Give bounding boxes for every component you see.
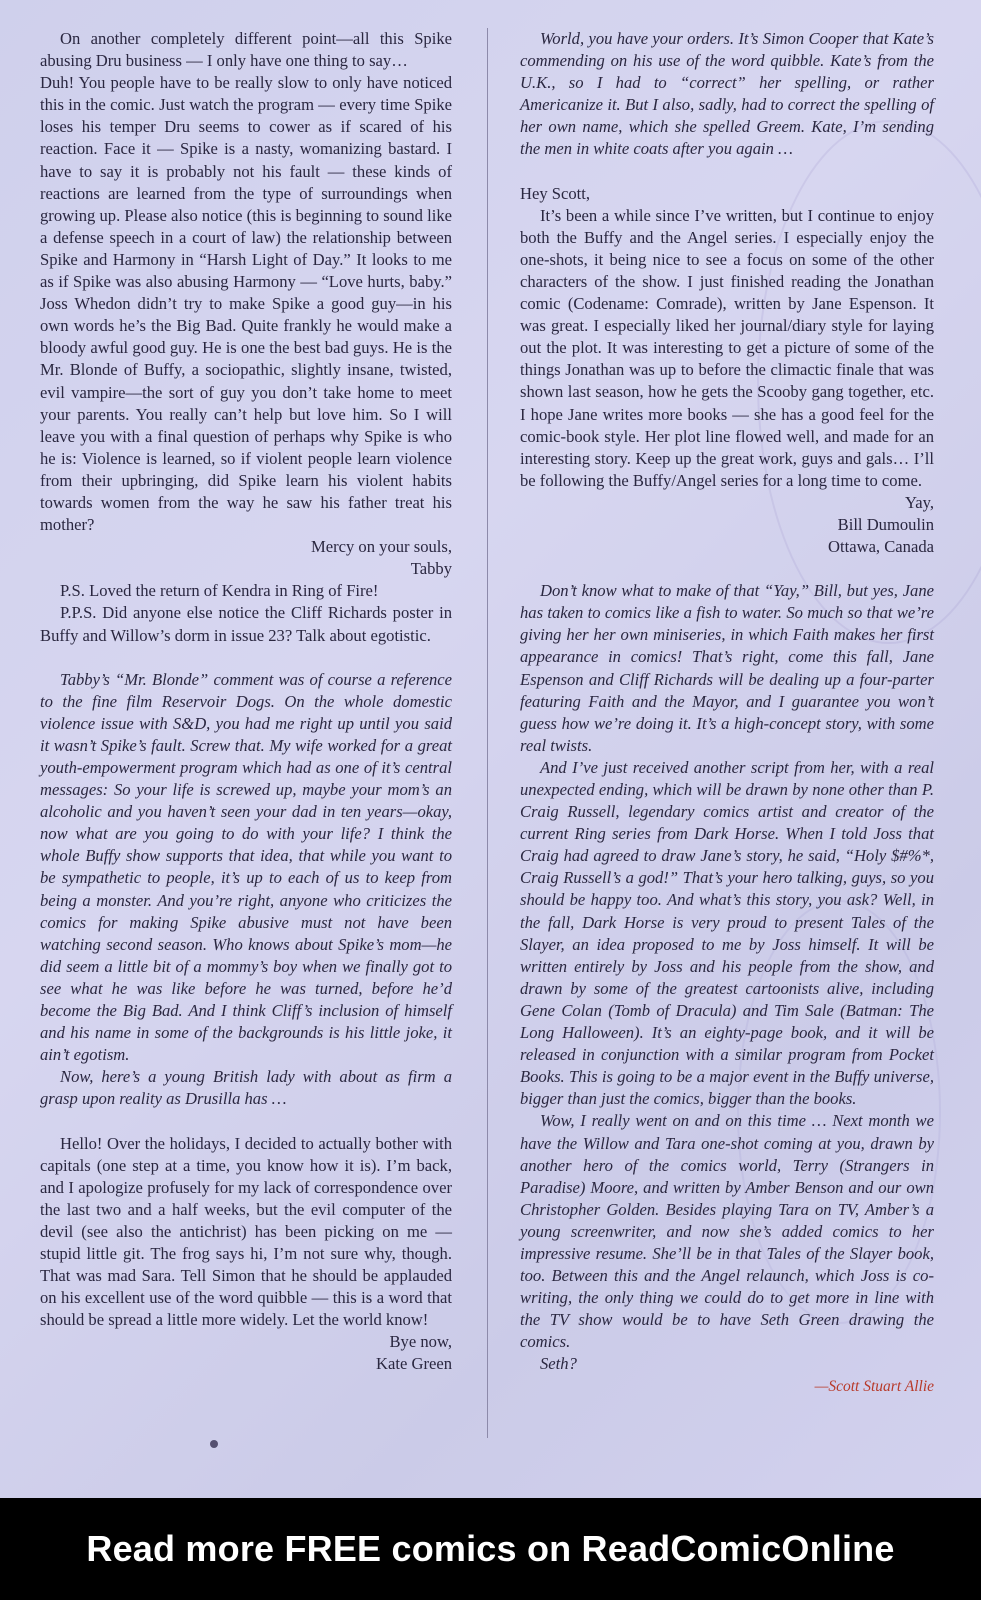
promo-banner-text[interactable]: Read more FREE comics on ReadComicOnline: [86, 1528, 895, 1569]
editor-credit: —Scott Stuart Allie: [814, 1377, 934, 1395]
letter-paragraph: Hello! Over the holidays, I decided to actually bother with capitals (one step at a time, you know how it is). I’m back, and I apologize profusely for my lack of correspondence over the last two and a half weeks, but the evil computer of the devil (see also the antichrist) has been picking on me — stupid little git. The frog says hi, I’m not sure why, though. That was mad Sara. Tell Simon that he should be applauded on his excellent use of the word quibble — this is a word that should be spread a little more widely. Let the world know!: [40, 1133, 452, 1330]
letter-signature: Bill Dumoulin: [837, 514, 934, 534]
left-column: [40, 28, 452, 1376]
editor-reply: World, you have your orders. It’s Simon Cooper that Kate’s commending on his use of the word quibble. Kate’s from the U.K., so I had to “correct” her spelling, or rather Americanize it. But I also, sadly, had to correct the spelling of her own name, which she spelled Greem. Kate, I’m sending the men in white coats after you again …: [520, 29, 934, 159]
editor-reply: Seth?: [540, 1354, 577, 1374]
letter-location: Ottawa, Canada: [828, 537, 934, 557]
promo-banner[interactable]: [0, 1498, 981, 1600]
decorative-dot: [210, 1440, 218, 1448]
editor-reply: Tabby’s “Mr. Blonde” comment was of course a reference to the fine film Reservoir Dogs. On the whole domestic violence issue with S&D, you had me right up until you said it wasn’t Spike’s fault. Screw that. My wife worked for a great youth-empowerment program which had as one of it’s central messages: So your life is screwed up, maybe your mom’s an alcoholic and you haven’t seen your dad in ten years—okay, now what are you going to do with your life? I think the whole Buffy show supports that idea, that while you want to be sympathetic to people, it’s up to each of us to keep from being a monster. And you’re right, anyone who criticizes the comics for making Spike abusive must not have been watching second season. Who knows about Spike’s mom—he did seem a little bit of a mommy’s boy when we finally got to see what he was like before he was turned, before he’d become the Big Bad. And I think Cliff’s inclusion of himself and his name in some of the backgrounds is his little joke, it ain’t egotism.: [40, 669, 452, 1065]
postscript: P.S. Loved the return of Kendra in Ring of Fire!: [60, 581, 379, 601]
letter-signature: Tabby: [410, 559, 452, 579]
letter-closing: Yay,: [904, 492, 934, 512]
postscript: P.P.S. Did anyone else notice the Cliff Richards poster in Buffy and Willow’s dorm in issue 23? Talk about egotistic.: [40, 603, 452, 645]
letter-paragraph: On another completely different point—all this Spike abusing Dru business — I only have one thing to say…: [40, 29, 452, 71]
letter-closing: Bye now,: [389, 1332, 452, 1352]
column-divider: [487, 28, 488, 1438]
letter-greeting: Hey Scott,: [520, 183, 591, 203]
letter-paragraph: Duh! You people have to be really slow to only have noticed this in the comic. Just watch the program — every time Spike loses his temper Dru seems to cower as if scared of his reaction. Face it — Spike is a nasty, womanizing bastard. I have to say it is probably not his fault — these kinds of reactions are learned from the type of surroundings when growing up. Please also notice (this is beginning to sound like a defense speech in a court of law) the relationship between Spike and Harmony in “Harsh Light of Day.” It looks to me as if Spike was also abusing Harmony — “Love hurts, baby.” Joss Whedon didn’t try to make Spike a good guy—in his own words he’s the Big Bad. Quite frankly he would make a bloody awful good guy. He is one the best bad guys. He is the Mr. Blonde of Buffy, a sociopathic, slightly insane, twisted, evil vampire—the sort of guy you don’t take home to meet your parents. You really can’t help but love him. So I will leave you with a final question of perhaps why Spike is who he is: Violence is learned, so if violent people learn violence from their upbringing, did Spike learn his violent habits towards women from the way he saw his father treat his mother?: [40, 73, 452, 535]
editor-reply: And I’ve just received another script from her, with a real unexpected ending, which will be drawn by none other than P. Craig Russell, legendary comics artist and creator of the current Ring series from Dark Horse. When I told Joss that Craig had agreed to draw Jane’s story, he said, “Holy $#%*, Craig Russell’s a god!” That’s your hero talking, guys, so you should be happy too. And what’s this story, you ask? Well, in the fall, Dark Horse is very proud to present Tales of the Slayer, an idea proposed to me by Joss himself. It will be written entirely by Joss and his people from the show, and drawn by some of the greatest cartoonists alive, including Gene Colan (Tomb of Dracula) and Tim Sale (Batman: The Long Halloween). It’s an eighty-page book, and it will be released in conjunction with a similar program from Pocket Books. This is going to be a major event in the Buffy universe, bigger than just the comics, bigger than the books.: [520, 757, 934, 1109]
letter-paragraph: It’s been a while since I’ve written, but I continue to enjoy both the Buffy and the Angel series. I especially enjoy the one-shots, it being nice to see a focus on some of the other characters of the show. I just finished reading the Jonathan comic (Codename: Comrade), written by Jane Espenson. It was great. I especially liked her journal/diary style for laying out the plot. It was interesting to get a picture of some of the things Jonathan was up to before the climactic finale that was shown last season, how he gets the Scooby gang together, etc. I hope Jane writes more books — she has a good feel for the comic-book style. Her plot line flowed well, and made for an interesting story. Keep up the great work, guys and gals… I’ll be following the Buffy/Angel series for a long time to come.: [520, 205, 934, 490]
letter-signature: Kate Green: [375, 1354, 452, 1374]
editor-reply: Wow, I really went on and on this time … Next month we have the Willow and Tara one-shot coming at you, drawn by another hero of the comics world, Terry (Strangers in Paradise) Moore, and written by Amber Benson and our own Christopher Golden. Besides playing Tara on TV, Amber’s a young screenwriter, and now she’s added comics to her impressive resume. She’ll be in that Tales of the Slayer book, too. Between this and the Angel relaunch, which Joss is co-writing, the only thing we could do to get more in line with the TV show would be to have Seth Green drawing the comics.: [520, 1111, 934, 1352]
letter-closing: Mercy on your souls,: [310, 537, 452, 557]
right-column: [520, 28, 934, 1398]
editor-reply: Now, here’s a young British lady with about as firm a grasp upon reality as Drusilla has …: [40, 1067, 452, 1109]
editor-reply: Don’t know what to make of that “Yay,” Bill, but yes, Jane has taken to comics like a fish to water. So much so that we’re giving her her own miniseries, in which Faith makes her first appearance in comics! That’s right, come this fall, Jane Espenson and Cliff Richards will be dealing up a four-parter featuring Faith and the Mayor, and I guarantee you won’t guess how we’re doing it. It’s a high-concept story, with some real twists.: [520, 581, 934, 755]
